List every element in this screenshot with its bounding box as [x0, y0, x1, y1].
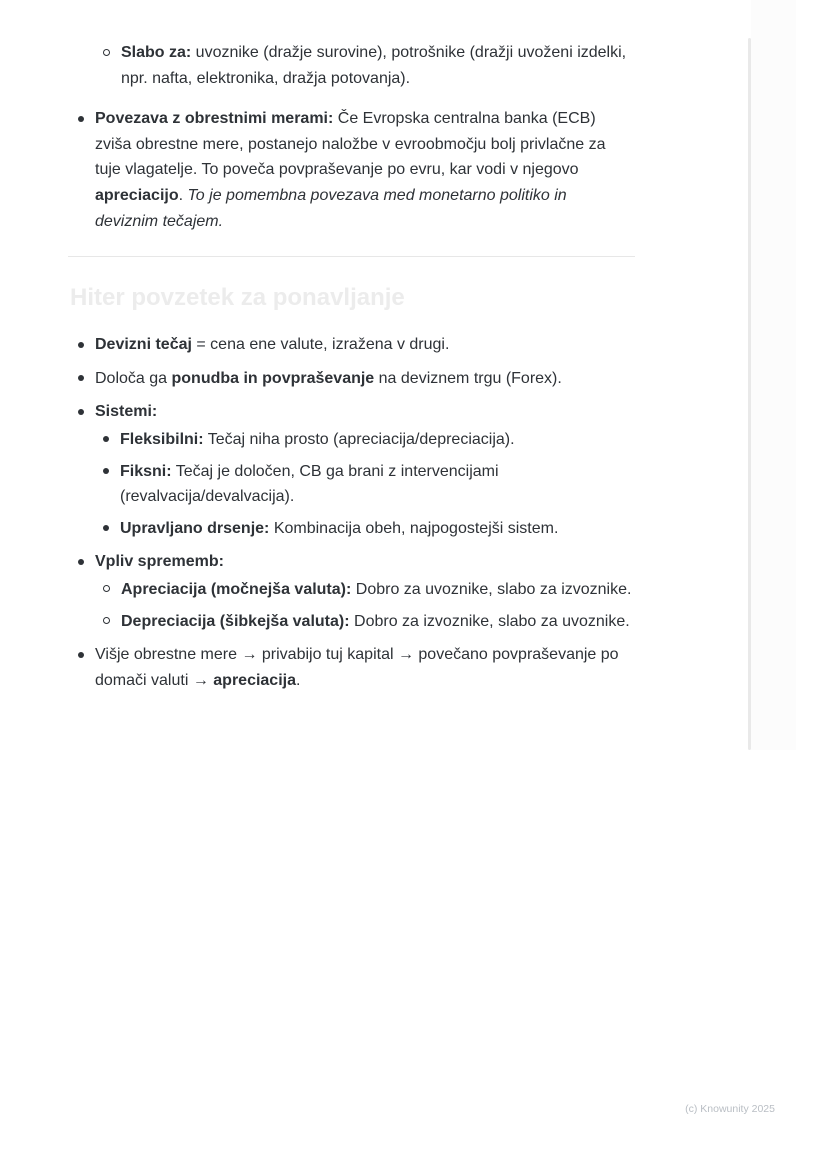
list-item	[70, 427, 637, 453]
list-item-text	[120, 516, 558, 542]
italic-text: To je pomembna povezava med monetarno politiko in deviznim tečajem.	[95, 186, 567, 230]
bold-text: Depreciacija (šibkejša valuta):	[121, 612, 350, 630]
plain-text: Kombinacija obeh, najpogostejši sistem.	[269, 519, 559, 537]
list-item	[70, 399, 637, 541]
bullet-disc-icon	[78, 652, 84, 658]
bullet-circle-icon	[103, 617, 110, 624]
plain-text: Dobro za izvoznike, slabo za uvoznike.	[349, 612, 630, 630]
list-item-row	[70, 106, 637, 234]
list-item-row	[70, 332, 637, 358]
list-item	[70, 516, 637, 542]
bullet-disc-icon	[78, 116, 84, 122]
plain-text: na deviznem trgu (Forex).	[374, 369, 562, 387]
copyright-note: (c) Knowunity 2025	[685, 1103, 775, 1115]
bullet-disc-icon	[103, 525, 109, 531]
list-item-text	[95, 399, 157, 425]
list-item-row	[70, 427, 637, 453]
bold-text: Fiksni:	[120, 462, 172, 480]
list-item-row	[70, 577, 637, 603]
plain-text: .	[296, 671, 301, 689]
plain-text: Tečaj niha prosto (apreciacija/depreciacija).	[203, 430, 515, 448]
list-item-row	[70, 40, 637, 91]
bullet-disc-icon	[103, 436, 109, 442]
list-item	[70, 332, 637, 358]
bold-text: Povezava z obrestnimi merami:	[95, 110, 334, 128]
plain-text: Višje obrestne mere → privabijo tuj kapital → povečano povpraševanje po domači valuti →	[95, 646, 619, 689]
nested-list	[70, 577, 637, 634]
bold-text: Apreciacija (močnejša valuta):	[121, 580, 352, 598]
list-item	[70, 609, 637, 635]
bullet-disc-icon	[103, 468, 109, 474]
list-item-text	[95, 549, 224, 575]
bold-text: Sistemi:	[95, 403, 158, 421]
bullet-disc-icon	[78, 342, 84, 348]
list-item-text	[121, 40, 633, 91]
bullet-circle-icon	[103, 585, 110, 592]
bold-text: Upravljano drsenje:	[120, 519, 270, 537]
list-item	[70, 549, 637, 634]
bold-text: Slabo za:	[121, 44, 192, 61]
bold-text: Vpliv sprememb:	[95, 553, 224, 571]
bullet-disc-icon	[78, 375, 84, 381]
summary-list	[70, 332, 637, 693]
list-item	[70, 577, 637, 603]
list-item-text	[121, 577, 631, 603]
plain-text: uvoznike (dražje surovine), potrošnike (dražji uvoženi izdelki, npr. nafta, elektronika, dražja potovanja).	[121, 44, 627, 87]
note-list-top	[70, 40, 637, 234]
list-item-row	[70, 642, 637, 693]
plain-text: Določa ga	[95, 369, 172, 387]
list-item-row	[70, 366, 637, 392]
scrollbar-thumb[interactable]	[748, 38, 751, 750]
list-item-row	[70, 549, 637, 575]
list-item	[70, 40, 637, 91]
nested-list	[70, 427, 637, 541]
plain-text: Če Evropska centralna banka (ECB) zviša obrestne mere, postanejo naložbe v evroobmočju bolj privlačne za tuje vlagatelje. To poveča povpraševanje po evru, kar vodi v njegovo	[95, 110, 606, 179]
bold-text: apreciacija	[213, 671, 296, 689]
bold-text: Fleksibilni:	[120, 430, 204, 448]
list-item-text	[95, 106, 632, 234]
list-item	[70, 459, 637, 510]
list-item-text	[95, 366, 562, 392]
list-item-row	[70, 609, 637, 635]
list-item-row	[70, 399, 637, 425]
bullet-disc-icon	[78, 409, 84, 415]
list-item-text	[121, 609, 630, 635]
list-item	[70, 106, 637, 234]
list-item-text	[120, 427, 515, 453]
plain-text: .	[178, 186, 188, 204]
list-item-text	[120, 459, 632, 510]
list-item-text	[95, 642, 632, 693]
bold-text: Devizni tečaj	[95, 336, 192, 354]
plain-text: = cena ene valute, izražena v drugi.	[191, 336, 450, 354]
bullet-circle-icon	[103, 49, 110, 56]
section-divider	[68, 256, 635, 257]
page-right-edge	[751, 0, 796, 750]
plain-text: Dobro za uvoznike, slabo za izvoznike.	[351, 580, 632, 598]
list-item-text	[95, 332, 449, 358]
bold-text: apreciacijo	[95, 186, 179, 204]
plain-text: Tečaj je določen, CB ga brani z intervencijami (revalvacija/devalvacija).	[120, 462, 499, 506]
list-item-row	[70, 516, 637, 542]
list-item-row	[70, 459, 637, 510]
list-item	[70, 642, 637, 693]
list-item	[70, 366, 637, 392]
bold-text: ponudba in povpraševanje	[171, 369, 375, 387]
section-heading-faded: Hiter povzetek za ponavljanje	[70, 284, 405, 312]
bullet-disc-icon	[78, 559, 84, 565]
document-page	[70, 40, 637, 701]
